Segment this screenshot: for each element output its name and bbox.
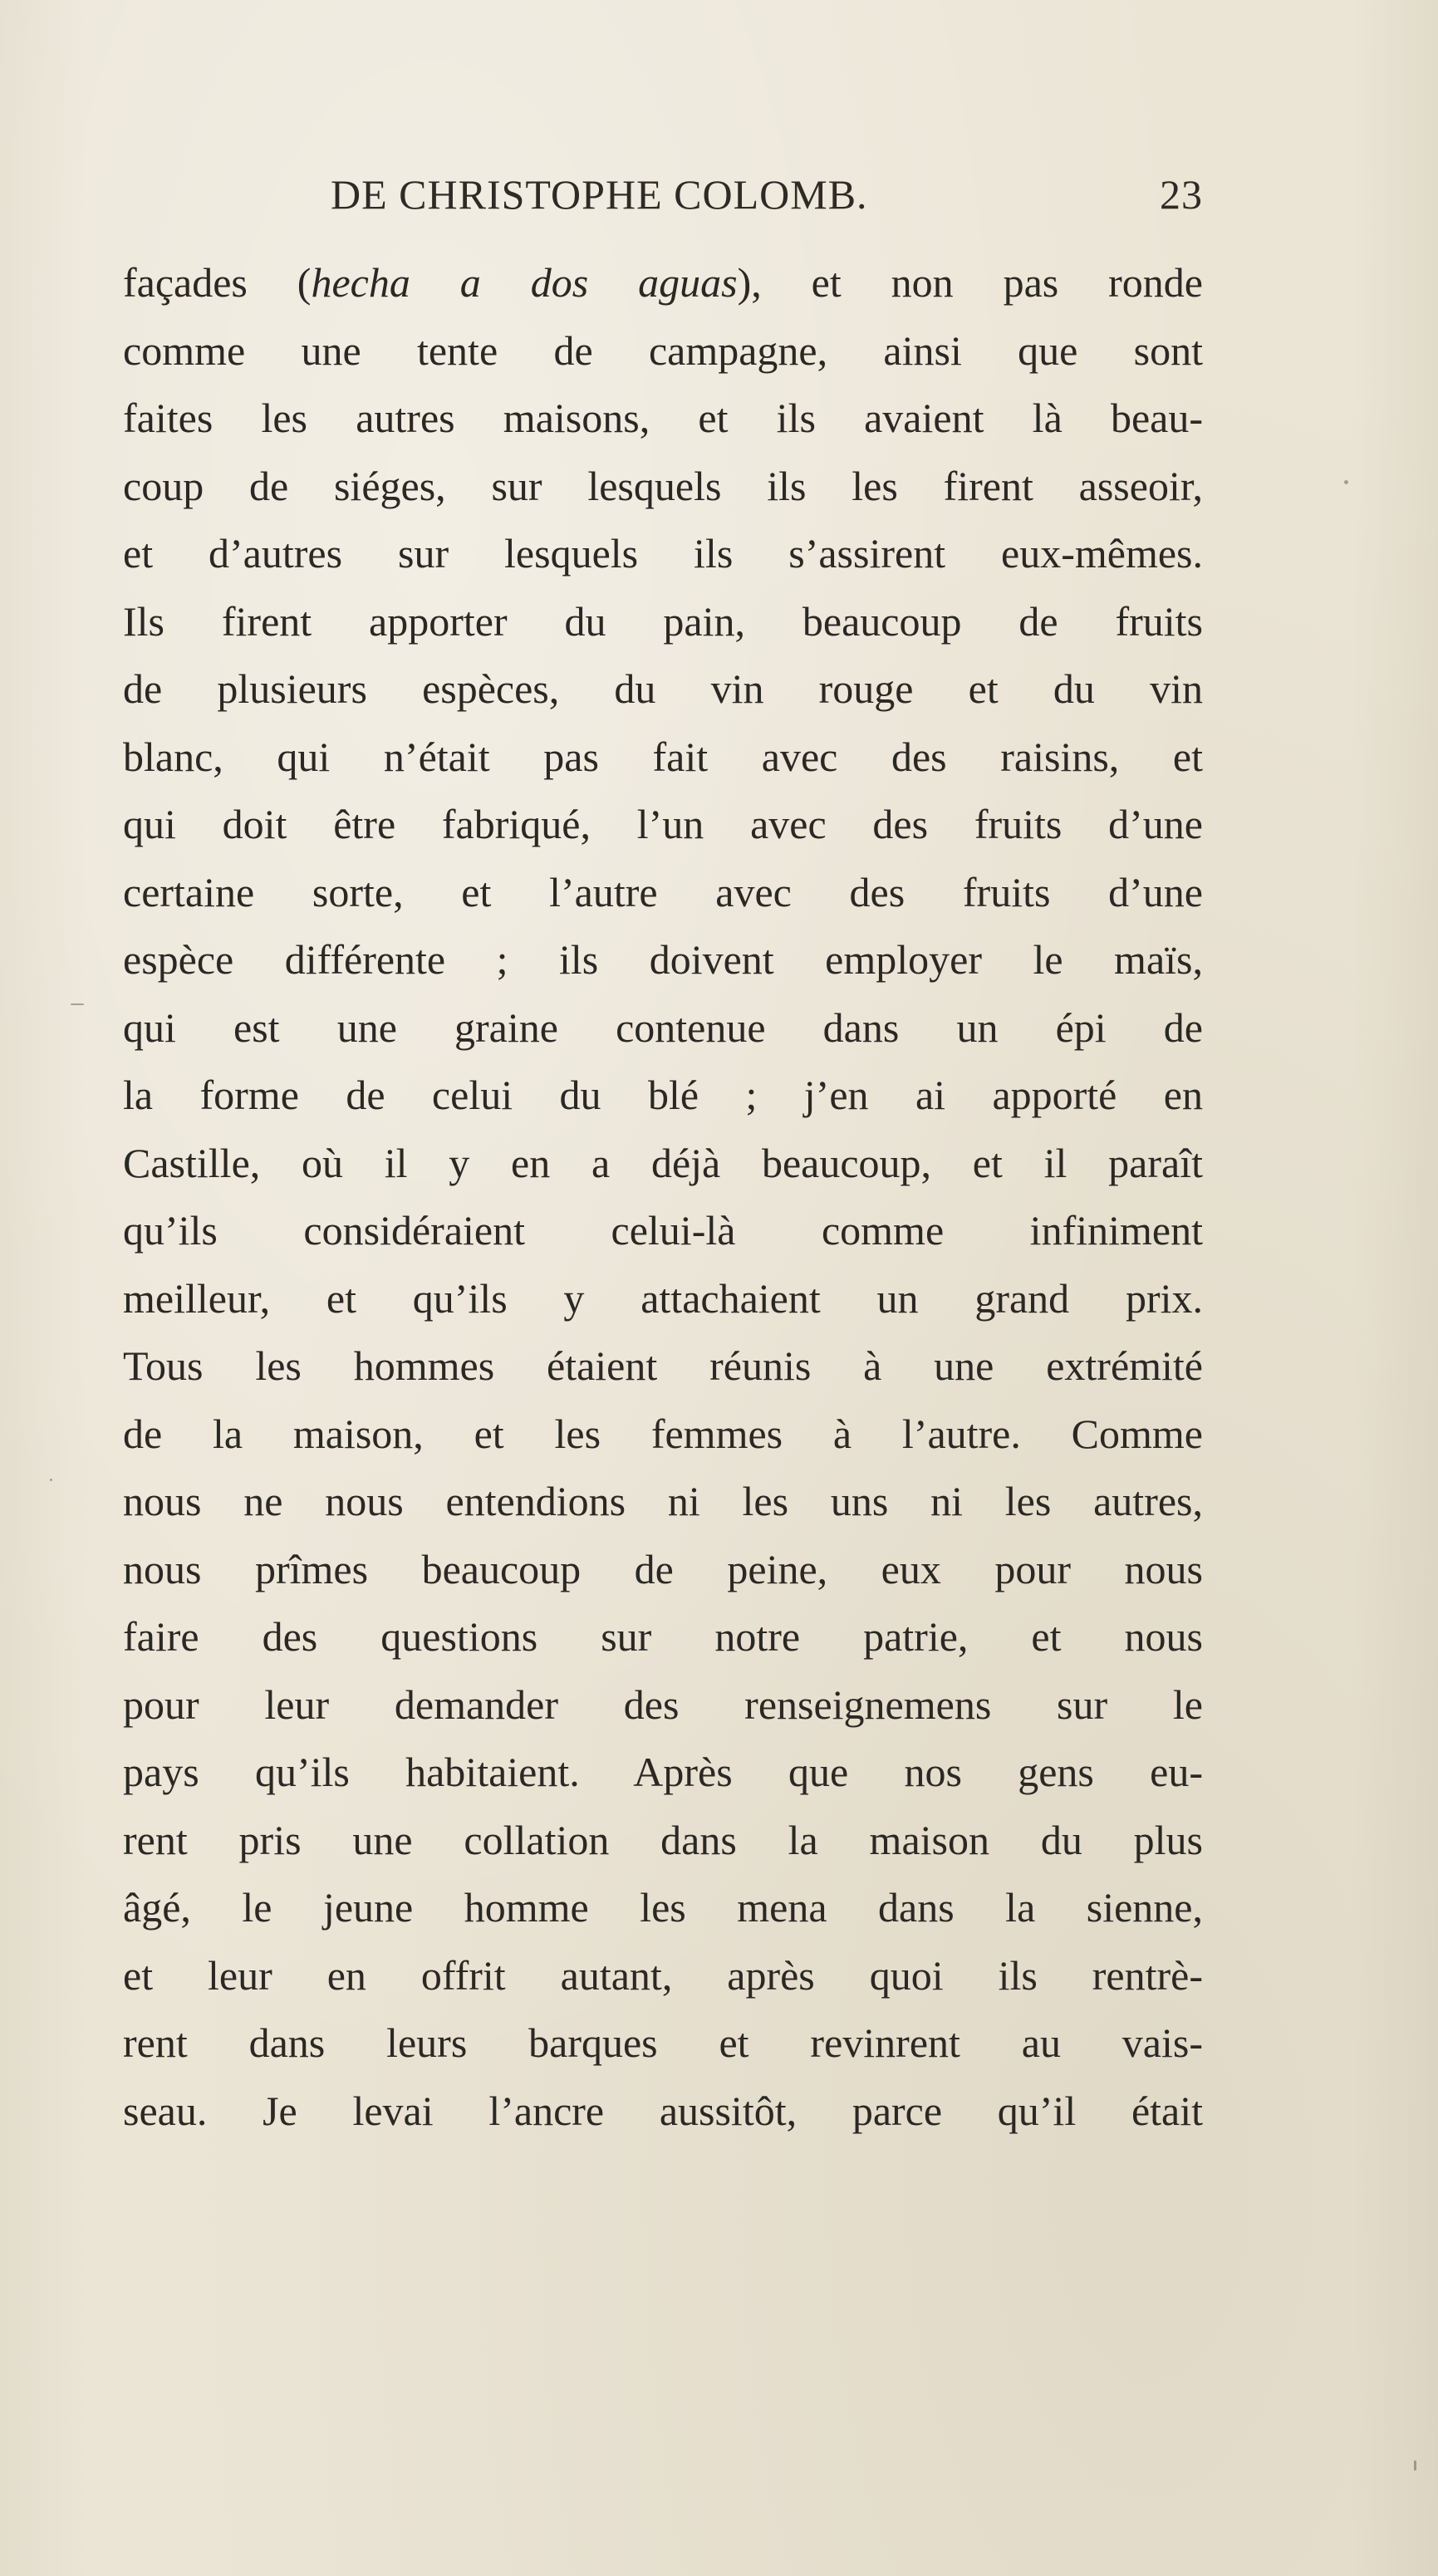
paper-speck <box>50 1479 52 1481</box>
italic-phrase: hecha a dos aguas <box>311 259 738 306</box>
text-line: coup de siéges, sur lesquels ils les firent asseoir, <box>123 462 1203 509</box>
text-line: rent pris une collation dans la maison du plus <box>123 1816 1203 1863</box>
running-head <box>123 170 1203 237</box>
text-line: blanc, qui n’était pas fait avec des raisins, et <box>123 733 1203 780</box>
running-title: DE CHRISTOPHE COLOMB. <box>331 171 868 218</box>
text-line: qu’ils considéraient celui-là comme infiniment <box>123 1207 1203 1254</box>
text-line: façades (hecha a dos aguas), et non pas ronde <box>123 259 1204 306</box>
text-line: Tous les hommes étaient réunis à une extrémité <box>123 1342 1203 1389</box>
text-line: Ils firent apporter du pain, beaucoup de fruits <box>123 597 1203 645</box>
text-line: nous ne nous entendions ni les uns ni les autres, <box>123 1478 1203 1524</box>
text-line: faire des questions sur notre patrie, et nous <box>123 1613 1203 1660</box>
text-line: meilleur, et qu’ils y attachaient un grand prix. <box>123 1274 1203 1322</box>
text-line: la forme de celui du blé ; j’en ai apporté en <box>123 1072 1203 1118</box>
text-line: espèce différente ; ils doivent employer le maïs, <box>123 936 1203 983</box>
text-line: et d’autres sur lesquels ils s’assirent eux-mêmes. <box>123 530 1203 577</box>
text-line: comme une tente de campagne, ainsi que sont <box>123 326 1203 374</box>
paper-speck <box>1344 480 1348 484</box>
paper-speck <box>71 1003 84 1005</box>
text-line: qui doit être fabriqué, l’un avec des fruits d’une <box>123 801 1203 847</box>
text-line: Castille, où il y en a déjà beaucoup, et il paraît <box>123 1139 1203 1186</box>
text-line: rent dans leurs barques et revinrent au vais- <box>123 2019 1203 2066</box>
text-line: de plusieurs espèces, du vin rouge et du vin <box>123 665 1203 712</box>
text-line: de la maison, et les femmes à l’autre. Comme <box>123 1410 1203 1457</box>
text-line: et leur en offrit autant, après quoi ils rentrè- <box>123 1951 1203 1999</box>
page-number: 23 <box>1160 171 1203 218</box>
paper-speck <box>1414 2461 1416 2471</box>
text-line: qui est une graine contenue dans un épi de <box>123 1003 1203 1051</box>
text-line: pour leur demander des renseignemens sur le <box>123 1681 1203 1728</box>
text-line: faites les autres maisons, et ils avaient là beau- <box>123 395 1203 441</box>
text-line: pays qu’ils habitaient. Après que nos gens eu- <box>123 1749 1203 1795</box>
text-line: nous prîmes beaucoup de peine, eux pour nous <box>123 1545 1203 1592</box>
body-text <box>123 249 1203 2145</box>
text-line: seau. Je levai l’ancre aussitôt, parce qu’il était <box>123 2087 1203 2134</box>
text-line: certaine sorte, et l’autre avec des fruits d’une <box>123 868 1203 915</box>
text-line: âgé, le jeune homme les mena dans la sienne, <box>123 1884 1203 1931</box>
